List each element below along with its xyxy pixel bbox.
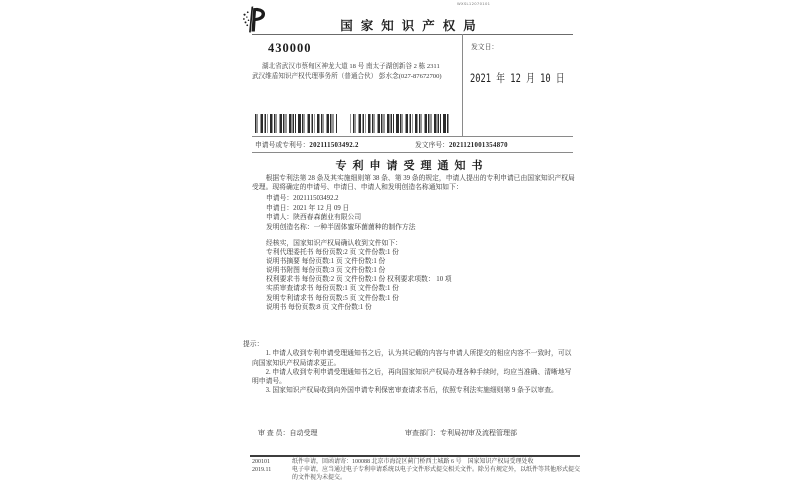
received-document-item: 说明书附图 每份页数:3 页 文件份数:1 份 [266, 267, 386, 275]
serial-number-value: 2021121001354870 [448, 142, 508, 149]
barcode-serial [350, 114, 449, 133]
agency-title: 国家知识产权局 [340, 19, 484, 33]
notes-heading: 提示： [243, 341, 264, 348]
footer-form-version: 2019.11 [252, 467, 272, 473]
department-label: 审查部门： [405, 429, 440, 437]
issue-date-value: 2021 年 12 月 10 日 [470, 71, 565, 85]
footer-efiling-note: 电子申请，应当通过电子专利申请系统以电子文件形式提交相关文件。除另有规定外，以纸件等其他形式提交的文件视为未提交。 [292, 467, 581, 481]
received-document-item: 说明书摘要 每份页数:1 页 文件份数:1 份 [266, 258, 386, 266]
address-line-2: 武汉维盾知识产权代理事务所（普通合伙） 彭水念(027-87672700) [252, 73, 442, 80]
application-number-label: 申请号或专利号： [255, 142, 310, 149]
barcode-application [255, 114, 337, 133]
received-document-item: 实质审查请求书 每份页数:1 页 文件份数:1 份 [266, 285, 399, 293]
received-documents-list [266, 239, 576, 312]
examiner-value: 自动受理 [289, 429, 318, 437]
application-field-date: 申请日：2021 年 12 月 09 日 [266, 204, 350, 212]
barcode-divider [252, 136, 573, 137]
notice-title: 专利申请受理通知书 [335, 160, 489, 172]
application-field-number: 申请号：202111503492.2 [266, 195, 339, 202]
department-line [405, 428, 517, 438]
note-item: 1. 申请人收到专利申请受理通知书之后，认为其记载的内容与申请人所提交的相应内容不一致时，可以向国家知识产权局请求更正。 [252, 350, 572, 367]
examiner-line [258, 428, 318, 438]
received-document-item: 说明书 每份页数:8 页 文件份数:1 份 [266, 303, 372, 311]
address-line-1: 湖北省武汉市蔡甸区神龙大道 18 号 南太子湖创新谷 2 栋 2311 [262, 63, 440, 70]
print-code: WXSL12070101 [457, 2, 491, 7]
received-document-item: 发明专利请求书 每份页数:5 页 文件份数:1 份 [266, 294, 399, 302]
notice-intro: 根据专利法第 28 条及其实施细则第 38 条、第 39 条的规定，申请人提出的专利申请已由国家知识产权局受理。现将确定的申请号、申请日、申请人和发明创造名称通知如下： [252, 175, 575, 192]
footer-form-code: 200101 [252, 459, 270, 465]
serial-number-label: 发文序号： [415, 142, 449, 149]
department-value: 专利局初审及流程管理部 [440, 429, 517, 437]
serial-number [415, 139, 508, 149]
notes-section [243, 340, 576, 396]
received-document-item: 专利代理委托书 每份页数:2 页 文件份数:1 份 [266, 249, 399, 257]
title-divider [252, 152, 573, 153]
note-item: 3. 国家知识产权局收到向外国申请专利保密审查请求书后，依照专利法实施细则第 9 条予以审查。 [265, 387, 558, 395]
application-field-applicant: 申请人：陕西春森菌业有限公司 [266, 214, 362, 221]
header-divider [252, 34, 573, 35]
note-item: 2. 申请人收到专利申请受理通知书之后，再向国家知识产权局办理各种手续时，均应当准确、清晰地写明申请号。 [252, 368, 572, 386]
application-field-invention-title: 发明创造名称：一种半固体蜜环菌菌种的制作方法 [266, 223, 416, 231]
received-document-item: 权利要求书 每份页数:2 页 文件份数:1 份 权利要求项数： 10 项 [266, 276, 452, 284]
application-number [255, 139, 359, 149]
examiner-label: 审 查 员： [258, 429, 290, 437]
application-fields [266, 194, 576, 232]
footer-paper-note: 纸件申请，回函请寄：100088 北京市海淀区蓟门桥西土城路 6 号 国家知识产权局受理处收 [292, 459, 534, 465]
issue-date-label: 发文日： [471, 44, 499, 51]
footer-divider [250, 455, 580, 457]
application-number-value: 202111503492.2 [309, 142, 359, 149]
date-box-divider [462, 34, 463, 136]
received-documents-heading: 经核实，国家知识产权局确认收到文件如下： [266, 240, 402, 247]
postal-code: 430000 [268, 41, 312, 55]
